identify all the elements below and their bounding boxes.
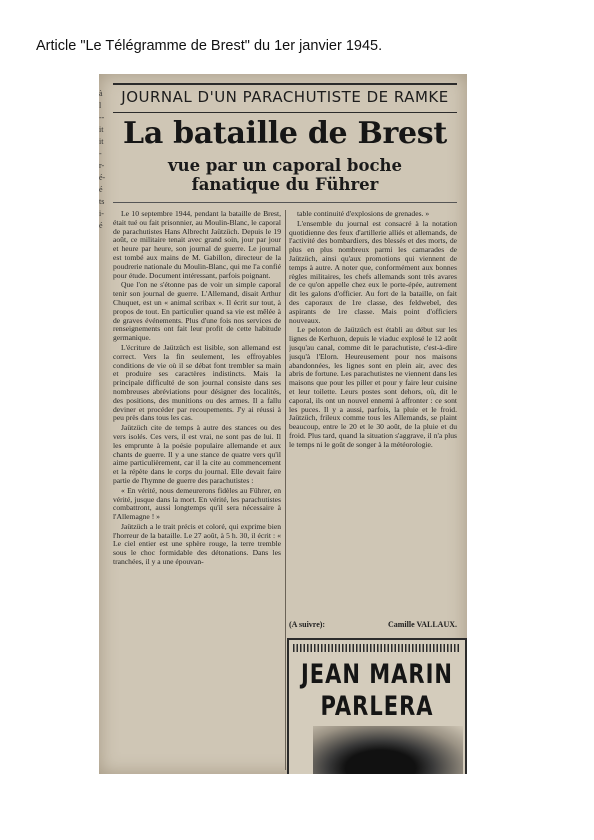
to-be-continued-label: (A suivre): [289, 620, 326, 629]
box-decorative-border [293, 644, 459, 652]
box-title-line-1: JEAN MARIN [300, 659, 453, 689]
article-column-right [289, 210, 457, 618]
kicker-rule-bottom [113, 112, 457, 113]
fragment-line: it [99, 125, 104, 134]
fragment-line: it [99, 137, 104, 146]
fragment-line: ts [99, 197, 105, 206]
box-title-line-2: PARLERA [320, 691, 434, 721]
paragraph: Jaützüch a le trait précis et coloré, qui exprime bien l'horreur de la bataille. Le 27 août, à 5 h. 30, il écrit : « Le ciel entier est une sphère rouge, la terre tremble sous le choc formidable des détonations. Dans les tranchées, il y a une épouvan- [113, 521, 281, 567]
paragraph: Que l'on ne s'étonne pas de voir un simple caporal tenir son journal de guerre. L'Allemand, disait Arthur Chuquet, est un « animal scribax ». Il écrit sur tout, à propos de tout. En particulier quand sa vie est mêlée à de graves événements. Plus d'une fois nos services de renseignements ont fait leur profit de cette habitude germanique. [113, 280, 281, 343]
paragraph: Le peloton de Jaützüch est établi au début sur les lignes de Kerhuon, depuis le viaduc explosé le 12 août jusqu'au canal, comme dit le parachutiste, c'est-à-dire jusqu'à l'Elorn. Heureusement pour nos maisons abandonnées, les lignes sont en plein air, avec des abris de fortune. Les parachutistes ne viennent dans les maisons que pour les piller et pour y faire leur cuisine et leur toilette. Leurs postes sont dehors, où, dit le caporal, ils ont un nouvel ennemi à affronter : ce sont les puces. Il y a aussi, parfois, la pluie et le froid. Jaützüch, frileux comme tous les Allemands, se plaint beaucoup, entre le 20 et le 30 août, de la pluie et du froid. Plus tard, quand la situation s'aggrave, il n'a plus le temps ni le goût de songer à la météorologie. [289, 325, 457, 449]
article-signature [289, 620, 457, 629]
fragment-line: - [99, 149, 102, 158]
fragment-line: -- [99, 113, 105, 122]
paragraph: Jaützüch cite de temps à autre des stances ou des vers isolés. Ces vers, il est vrai, ne sont pas de lui. Il les emprunte à la poésie populaire allemande et aux chants de guerre. Il y a une stance de quatre vers qu'il aime particulièrement, car il la cite au commencement et la répète dans le corps du journal. Elle devait faire partie de l'hymne de guerre des parachutistes : [113, 423, 281, 485]
article-headline: La bataille de Brest [123, 116, 447, 151]
author-name: Camille VALLAUX. [387, 620, 457, 629]
fragment-line: i- [99, 209, 104, 218]
paragraph: Le 10 septembre 1944, pendant la bataille de Brest, était tué ou fait prisonnier, au Moulin-Blanc, le caporal de parachutistes Hans Albrecht Jaützüch. Depuis le 19 août, ce militaire tenait avec grand soin, jour par jour et heure par heure, son journal de guerre. Le journal est tombé aux mains de M. Gabillon, directeur de la poudrerie nationale du Moulin-Blanc, qui me l'a confié pour étude. Document intéressant, parfois poignant. [113, 210, 281, 280]
paragraph: L'ensemble du journal est consacré à la notation quotidienne des feux d'artillerie alliés et allemands, de l'activité des bombardiers, des blessés et des morts, de plus en plus nombreux parmi les camarades de Jaützüch, ainsi qu'aux promotions qui viennent de temps à autre. A noter que, conformément aux bonnes règles militaires, les chefs allemands sont très avares de ce qu'on appelle chez eux le porte-épée, autrement dit les galons d'officier. Au fort de la bataille, on fait des caporaux de 1re classe, des feldwebel, des aspirants de 1re classe. Mais point d'officiers nouveaux. [289, 218, 457, 325]
article-kicker: JOURNAL D'UN PARACHUTISTE DE RAMKE [121, 88, 449, 106]
fragment-line: é [99, 185, 103, 194]
newspaper-clipping [99, 74, 467, 774]
adjacent-column-fragment [99, 74, 108, 348]
paragraph: « En vérité, nous demeurerons fidèles au Führer, en vérité, jusque dans la mort. En vérité, les parachutistes combattront, aussi longtemps qu'il sera nécessaire à l'Allemagne ! » [113, 485, 281, 522]
article-subhead-line-2: fanatique du Führer [191, 175, 379, 194]
portrait-photo [313, 726, 463, 774]
fragment-line: é- [99, 173, 106, 182]
fragment-line: à [99, 89, 103, 98]
article-subhead-line-1: vue par un caporal boche [168, 156, 402, 175]
fragment-line: r- [99, 161, 105, 170]
paragraph: table continuité d'explosions de grenades. » [297, 210, 430, 218]
kicker-rule-top [113, 83, 457, 85]
fragment-line: l [99, 101, 102, 110]
column-divider [285, 210, 286, 770]
fragment-line: é [99, 221, 103, 230]
paragraph: L'écriture de Jaützüch est lisible, son allemand est correct. Vers la fin seulement, les effroyables conditions de vie où il se débat font trembler sa main et produire ses caractères indistincts. Mais la principale difficulté de son journal consiste dans ses nombreuses abréviations pour désigner des localités, des positions, des munitions ou des armes. Il a fallu deviner et procéder par recoupements. J'y ai réussi à peu près dans tous les cas. [113, 342, 281, 423]
announcement-box [287, 638, 467, 774]
article-column-left [113, 210, 281, 772]
page-caption: Article "Le Télégramme de Brest" du 1er janvier 1945. [36, 38, 383, 54]
headline-rule [113, 202, 457, 203]
